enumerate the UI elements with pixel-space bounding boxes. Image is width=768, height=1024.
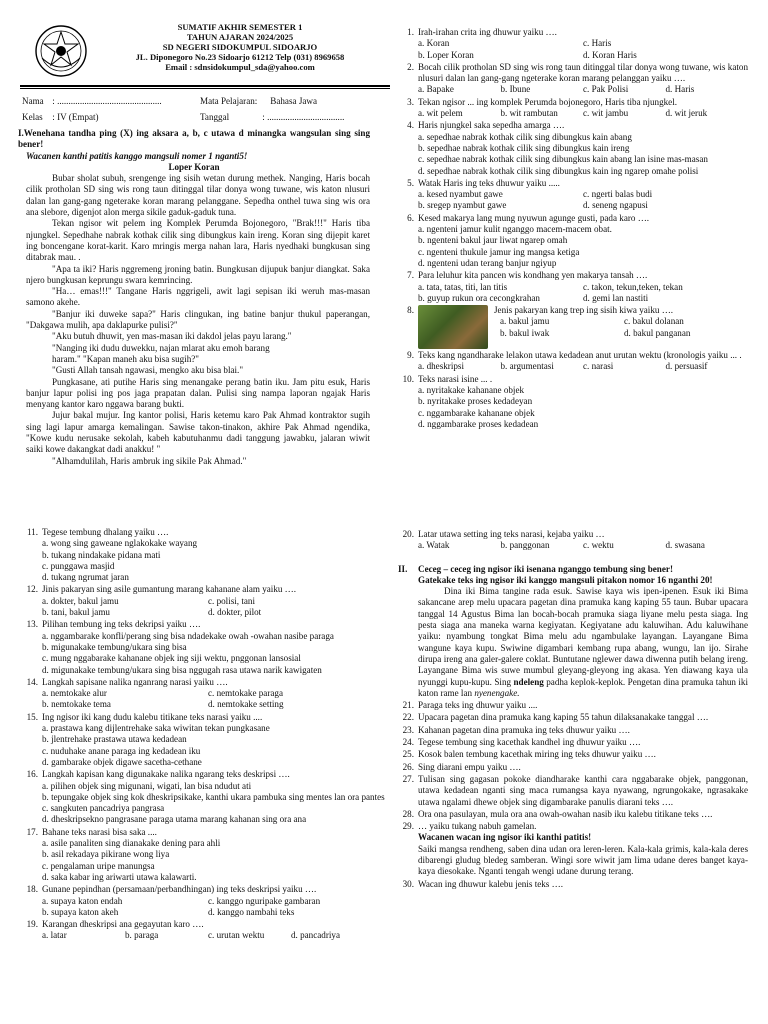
header-line-email: Email : sdnsidokumpul_sda@yahoo.com [165,62,315,72]
question-item [398,821,748,832]
question-item [398,120,748,176]
header-divider-thin [20,88,390,89]
nama-label: Nama [22,96,44,106]
answer-option[interactable]: d. seneng ngapusi [583,200,648,211]
identity-mapel [200,96,317,106]
answer-option[interactable]: a. Koran [418,38,450,49]
answer-option[interactable]: b. Loper Koran [418,49,474,60]
story-paragraph: Jujur bakal mujur. Ing kantor polisi, Haris ketemu karo Pak Ahmad kontraktor sugih sing lagi lapur amarga kemalingan. Sawise takon-tinakon, akhire Pak Ahmad ngendika, "Kowe kudu nerusake sekolah, kabeh kabutuhanmu dadi tanggung jawabku, jalaran wiwit saiki kowe dakangkat dadi anakku! " [26,410,370,455]
question-item [22,712,374,768]
story-paragraph: "Alhamdulilah, Haris ambruk ing sikile Pak Ahmad." [52,455,247,466]
answer-option[interactable]: d. kanggo nambahi teks [208,906,295,917]
passage-bima [398,586,748,699]
mapel-value: Bahasa Jawa [270,96,317,106]
question-item [22,919,374,942]
header-line-address: JL. Diponegoro No.23 Sidoarjo 61212 Telp (031) 8969658 [135,52,345,62]
questions-21-29 [398,700,748,832]
answer-option[interactable]: b. jlentrehake prastawa utawa kedadean [42,734,187,745]
question-text: Bahane teks narasi bisa saka .... [42,826,157,837]
answer-option[interactable]: d. ngenteni udan terang banjur ngiyup [418,257,557,268]
question-text: Gunane pepindhan (persamaan/perbandhingan) ing teks deskripsi yaiku …. [42,884,317,895]
answer-option[interactable]: b. Ibune [500,84,531,95]
answer-option[interactable]: b. wit rambutan [500,108,558,119]
question-text: Tekan ngisor ... ing komplek Perumda bojonegoro, Haris tiba njungkel. [418,96,677,107]
section-1-title: I.Wenehana tandha ping (X) ing aksara a, b, c utawa d minangka wangsulan sing sing bener! [18,128,370,150]
question-item [22,769,385,825]
question-number: 6. [407,212,414,223]
answer-option[interactable]: b. ngenteni bakul jaur liwat ngarep omah [418,235,568,246]
market-seller-photo [418,305,488,349]
answer-option[interactable]: b. guyup rukun ora cecongkrahan [418,292,540,303]
identity-tanggal [200,112,344,122]
question-text: Karangan dheskripsi ana gegayutan karo …. [42,919,204,930]
question-item [398,97,748,120]
question-item [22,827,374,883]
answer-option[interactable]: a. sepedhae nabrak kothak cilik sing dibungkus kain abang [418,131,632,142]
answer-option[interactable]: c. punggawa masjid [42,560,115,571]
answer-option[interactable]: b. sregep nyambut gawe [418,200,507,211]
answer-option[interactable]: a. dokter, bakul jamu [42,595,119,606]
story-paragraph: "Ha… emas!!!" Tangane Haris nggrigeli, awit lagi sepisan iki weruh mas-masan samono akehe. [26,286,370,308]
answer-option[interactable]: c. ngerti balas budi [583,189,653,200]
section-1-instruction: Wacanen kanthi patitis kanggo mangsuli nomer 1 nganti5! [26,150,248,161]
kelas-value: : IV (Empat) [52,112,99,122]
question-number: 11. [26,527,38,537]
answer-option[interactable]: d. saka kabar ing ariwarti utawa kalawarti. [42,871,197,882]
question-number: 8. [407,305,414,316]
answer-option[interactable]: b. supaya katon akeh [42,906,119,917]
question-number: 18. [26,884,38,895]
question-item [398,749,748,760]
question-text: Paraga teks ing dhuwur yaiku .... [418,700,538,711]
question-number: 28. [402,808,414,819]
answer-option[interactable]: c. sangkuten pancadriya pangrasa [42,803,165,814]
answer-option[interactable]: d. pancadriya [291,930,340,941]
question-text: Kesed makarya lang mung nyuwun agunge gusti, pada karo …. [418,212,650,223]
question-30 [398,879,748,890]
answer-option[interactable]: b. tani, bakul jamu [42,607,110,618]
question-number: 14. [26,676,38,687]
question-item [398,213,748,269]
story-paragraph: "Nanging iki dudu duwekku, najan mlarat aku emoh barang [52,342,270,353]
answer-option[interactable]: c. wektu [583,540,614,551]
question-number: 12. [26,584,38,595]
question-item [22,584,374,618]
tanggal-label: Tanggal [200,112,230,122]
question-item [398,700,748,711]
question-item [398,374,748,430]
answer-option[interactable]: a. Bapake [418,84,454,95]
question-item [398,305,748,349]
answer-option[interactable]: d. persuasif [665,361,708,372]
question-number: 2. [407,61,414,72]
question-number: 29. [402,821,414,832]
question-text: Para leluhur kita pancen wis kondhang yen makarya tansah …. [418,270,648,281]
question-text: Watak Haris ing teks dhuwur yaiku ..... [418,177,560,188]
school-header [20,18,390,78]
question-text: Tegese tembung sing kacethak kandhel ing dhuwur yaiku …. [418,737,641,748]
question-item [398,737,748,748]
answer-option[interactable]: b. tukang nindakake pidana mati [42,549,161,560]
answer-option[interactable]: d. migunakake tembung/ukara sing bisa nggugah rasa utawa narik kawigaten [42,664,322,675]
question-number: 20. [402,529,414,539]
header-line-title: SUMATIF AKHIR SEMESTER 1 [177,22,303,32]
answer-option[interactable]: a. supaya katon endah [42,895,123,906]
answer-option[interactable]: b. asil rekadaya pikirane wong liya [42,849,170,860]
questions-11-19 [22,526,385,942]
question-number: 10. [402,373,414,384]
kelas-label: Kelas [22,112,43,122]
answer-option[interactable]: a. nyritakake kahanane objek [418,385,525,396]
story-paragraph: "Apa ta iki? Haris nggremeng jroning batin. Bungkusan dijupuk banjur diangkat. Saka njero bungkusan keprungu swara kemrincing. [26,263,370,285]
school-logo-icon [34,24,88,78]
answer-option[interactable]: d. gemi lan nastiti [583,292,649,303]
question-item [398,774,748,808]
passage-italic-word: nyenengake. [474,687,520,698]
answer-option[interactable]: c. urutan wektu [208,930,265,941]
question-item [398,529,748,552]
answer-option[interactable]: c. Haris [583,38,612,49]
story-title: Loper Koran [168,161,220,172]
reading-2-text: Saiki mangsa rendheng, saben dina udan ora leren-leren. Kala-kala grimis, kala-kala deres dibarengi gludug bledeg samberan. Wingi sore wiwit jam lima udane deres banget kaya-kaya diesokake. Nganti tengah wengi udane durung terang. [418,843,748,877]
question-item [398,350,748,373]
story-paragraph: "Aku butuh dhuwit, yen mas-masan iki dakdol jelas payu larang." [52,331,292,342]
question-text: Langkah sapisane nalika nganrang narasi yaiku …. [42,676,228,687]
question-text: Ing ngisor iki kang dudu kalebu titikane teks narasi yaiku .... [42,711,263,722]
answer-option[interactable]: a. nggambarake konfli/perang sing bisa ndadekake owah -owahan nasibe paraga [42,630,334,641]
section-2-title: Ceceg – ceceg ing ngisor iki isenana nganggo tembung sing bener! [418,563,673,574]
question-text: Tegese tembung dhalang yaiku …. [42,527,169,537]
answer-option[interactable]: b. paraga [125,930,159,941]
question-number: 24. [402,737,414,748]
answer-option[interactable]: a. nemtokake alur [42,688,107,699]
question-number: 21. [402,700,414,711]
answer-option[interactable]: d. bakul panganan [624,327,691,338]
question-item [398,725,748,736]
answer-option[interactable]: b. nyritakake proses kedadeyan [418,396,533,407]
question-20 [398,529,748,552]
story-paragraph: Pungkasane, ati putihe Haris sing menangake perang batin iku. Jam pitu esuk, Haris banjur lapur polisi ing pos jaga prapatan dalan. Pulisi sing nampa laporan ngajak Haris menyang kantor karo nggawa barang bukti. [26,376,370,410]
question-item [398,62,748,96]
question-text: Teks kang ngandharake lelakon utawa kedadean anut urutan wektu (kronologis yaiku ... . [418,350,742,361]
question-number: 27. [402,773,414,784]
question-number: 7. [407,270,414,281]
header-line-year: TAHUN AJARAN 2024/2025 [186,32,294,42]
answer-option[interactable]: d. sepedhae nabrak kothak cilik sing dibungkus kain ing ngarep omahe polisi [418,165,699,176]
mapel-label: Mata Pelajaran: [200,96,258,106]
story-paragraph: Tekan ngisor wit pelem ing Komplek Perumda Bojonegoro, "Brak!!!" Haris tiba njungkel. Sepedhahe nabrak kothak cilik sing dibungkus kain ireng. Koran sing dijepit karet ing boncengane korat-karit. Karo mringis merga nahan lara, Haris nyedhaki bungkusan sing ditabrak mau. . [26,218,370,263]
question-text: Wacan ing dhuwur kalebu jenis teks …. [418,878,563,889]
answer-option[interactable]: c. nuduhake anane paraga ing kedadean iku [42,745,201,756]
story-paragraph: Bubar sholat subuh, srengenge ing sisih wetan durung methek. Nanging, Haris bocah cilik protholan SD sing wis rong taun ditinggal tilar donya wong tuwane, wis katon nlusuri dalan lan gang-gang ngeterake koran marang pelanggane. Sepedha onthel tuwa sing wis ora ana slebore, digenjot alon merga sikile gaduk-gaduk tuna. [26,173,370,218]
question-number: 4. [407,120,414,131]
question-item [398,712,748,723]
answer-option[interactable]: b. bakul iwak [500,327,550,338]
question-number: 3. [407,96,414,107]
question-text: Pilihan tembung ing teks dekripsi yaiku …. [42,619,201,630]
question-text: Jenis pakaryan kang trep ing sisih kiwa yaiku …. [494,305,674,316]
question-text: Jinis pakaryan sing asile gumantung marang kahanane alam yaiku …. [42,584,297,595]
question-text: Langkah kapisan kang digunakake nalika ngarang teks deskripsi …. [42,769,290,780]
answer-option[interactable]: d. nggambarake proses kedadean [418,418,539,429]
answer-option[interactable]: b. argumentasi [500,361,554,372]
nama-field[interactable]: : .............................................. [52,96,162,106]
question-item [22,677,374,711]
answer-option[interactable]: a. wit pelem [418,108,463,119]
header-line-school: SD NEGERI SIDOKUMPUL SIDOARJO [162,42,318,52]
answer-option[interactable]: c. Pak Polisi [583,84,629,95]
question-item [398,27,748,61]
answer-option[interactable]: a. asile panaliten sing dianakake dening para ahli [42,838,221,849]
answer-option[interactable]: d. wit jeruk [665,108,708,119]
question-number: 26. [402,761,414,772]
question-text: Kosok balen tembung kacethak miring ing teks dhuwur yaiku …. [418,749,656,760]
answer-option[interactable]: a. Watak [418,540,450,551]
question-text: Upacara pagetan dina pramuka kang kaping 55 tahun dilaksanakake tanggal …. [418,712,709,723]
answer-option[interactable]: b. migunakake tembung/ukara sing bisa [42,641,187,652]
answer-option[interactable]: c. wit jambu [583,108,629,119]
answer-option[interactable]: c. nemtokake paraga [208,688,283,699]
answer-option[interactable]: a. latar [42,930,67,941]
answer-option[interactable]: a. wong sing gaweane nglakokake wayang [42,538,198,549]
answer-option[interactable]: c. sepedhae nabrak kothak cilik sing dibungkus kain abang lan isine mas-masan [418,154,708,165]
question-number: 9. [407,350,414,361]
answer-option[interactable]: a. prastawa kang dijlentrehake saka wiwitan tekan pungkasane [42,723,270,734]
identity-kelas [22,112,99,122]
question-item [22,619,374,675]
question-number: 15. [26,711,38,722]
question-text: Ora ona pasulayan, mula ora ana owah-owahan nasib iku kalebu titikane teks …. [418,808,713,819]
story-paragraph: haram." "Kapan maneh aku bisa sugih?" [52,353,199,364]
answer-option[interactable]: d. nemtokake setting [208,699,284,710]
answer-option[interactable]: a. kesed nyambut gawe [418,189,503,200]
passage-bold-word: ndeleng [513,676,544,687]
question-number: 5. [407,177,414,188]
section-1 [18,128,370,467]
answer-option[interactable]: b. tepungake objek sing kok dheskripsikake, kanthi ukara pambuka sing mentes lan ora pantes [42,791,385,802]
question-text: Irah-irahan crita ing dhuwur yaiku …. [418,27,557,37]
questions-1-10 [398,26,748,430]
question-text: Kahanan pagetan dina pramuka ing teks dhuwur yaiku …. [418,724,630,735]
answer-option[interactable]: d. swasana [665,540,705,551]
question-number: 16. [26,769,38,780]
question-text: Latar utawa setting ing teks narasi, kejaba yaiku … [418,529,605,539]
answer-option[interactable]: c. nggambarake kahanane objek [418,407,535,418]
answer-option[interactable]: d. gambarake objek digawe sacetha-cethane [42,756,202,767]
answer-option[interactable]: c. kanggo nguripake gambaran [208,895,321,906]
answer-option[interactable]: a. dheskripsi [418,361,464,372]
question-item [398,809,748,820]
question-number: 25. [402,749,414,760]
header-divider [20,85,390,87]
question-text: Tulisan sing gagasan pokoke diandharake kanthi cara nggabarake objek, panggonan, utawa kedadean nganti sing maca rumangsa kaya nyawang, ngrungokake, ngrasakake utawa ngalami dhewe objek sing digambarake panulis diarani teks …. [418,773,748,807]
tanggal-field[interactable]: : .................................. [262,112,345,122]
passage-part-1: Dina iki Bima tangine rada esuk. Sawise kaya wis ipen-ipenen. Esuk iki Bima sakancane arep melu upacara pagetan dina pramuka kang kaping 55 taun. Bubar upacara tanggal 14 Agustus Bima lan bocah-bocah pramuka siaga liyane melu pesta siaga. Ing pesta siaga ana maneka warna kegiyatan. Kegiyatane adu kaluwihan. Adu kaluwihane yaiku: nyambung tongkat Bima melu adu ngambulake layangan. Layangane Bima wangune kaya kupu. Swiwine digambari kembang rupa abang, wungu, lan ijo. Sirahe dirupa ireng ana galer-galere coklat. Buntutane nglewer dawa diwenna putih belang ireng. Layangane Bima wis suwe mumbul gleyang-gleyong ing akasa. Yen diawang kaya ula nyunggi kupu-kupu. Sing [418,586,748,687]
question-number: 13. [26,619,38,630]
section-2-num: II. [398,563,408,574]
question-text: … yaiku tukang nabuh gamelan. [418,821,537,832]
question-text: Sing diarani empu yaiku …. [418,761,521,772]
answer-option[interactable]: c. takon, tekun,teken, tekan [583,281,683,292]
section-2-instruction: Gatekake teks ing ngisor iki kanggo mangsuli pitakon nomor 16 nganthi 20! [418,574,713,585]
question-number: 30. [402,878,414,889]
passage-part-2: padha keplok-keplok. Pengetan dina pramuka tahun iki katon rame lan [418,676,748,698]
answer-option[interactable]: c. mung nggabarake kahanane objek ing siji wektu, pnggonan lansosial [42,653,301,664]
answer-option[interactable]: d. dokter, pilot [208,607,262,618]
answer-option[interactable]: a. ngenteni jamur kulit nganggo macem-macem obat. [418,224,612,235]
section-2-header [398,564,748,587]
answer-option[interactable]: c. bakul dolanan [624,316,684,327]
question-item [22,527,374,583]
identity-nama [22,96,162,106]
answer-option[interactable]: c. polisi, tani [208,595,255,606]
answer-option[interactable]: d. Koran Haris [583,49,637,60]
answer-option[interactable]: c. narasi [583,361,614,372]
answer-option[interactable]: d. dheskripsekno pangrasane paraga utama marang kahanan sing ora ana [42,814,307,825]
question-number: 19. [26,919,38,930]
question-text: Haris njungkel saka sepedha amarga …. [418,120,565,131]
question-text: Bocah cilik protholan SD sing wis rong taun ditinggal tilar donya wong tuwane, wis katon nlusuri dalan lan gang-gang ngeterake koran marang pelanggan yaiku …. [418,61,748,84]
right-bottom-column [398,528,748,890]
answer-option[interactable]: d. Haris [665,84,695,95]
reading-2-title: Wacanen wacan ing ngisor iki kanthi patitis! [418,832,592,843]
answer-option[interactable]: d. tukang ngrumat jaran [42,572,129,583]
answer-option[interactable]: c. pengalaman uripe manungsa [42,860,155,871]
answer-option[interactable]: b. nemtokake tema [42,699,111,710]
question-number: 23. [402,724,414,735]
question-number: 1. [407,27,414,37]
header-text [90,22,390,72]
answer-option[interactable]: b. sepedhae nabrak kothak cilik sing dibungkus kain ireng [418,142,630,153]
question-item [398,178,748,212]
story-paragraph: "Gusti Allah tansah ngawasi, mengko aku bisa blai." [52,365,244,376]
question-number: 17. [26,826,38,837]
story-paragraph: "Banjur iki duweke sapa?" Haris clingukan, ing batine banjur thukul paperangan, "Dakgawa mulih, apa daklapurke pulisi?" [26,308,370,331]
answer-option[interactable]: a. pilihen objek sing migunani, wigati, lan bisa ndudut ati [42,780,252,791]
answer-option[interactable]: b. panggonan [500,540,550,551]
question-item [22,884,374,918]
answer-option[interactable]: c. ngenteni thukule jamur ing mangsa ketiga [418,246,580,257]
story-body [18,173,370,467]
answer-option[interactable]: a. tata, tatas, titi, lan titis [418,281,508,292]
question-text: Teks narasi isine ... . [418,373,493,384]
question-item [398,762,748,773]
answer-option[interactable]: a. bakul jamu [500,316,550,327]
question-item [398,270,748,304]
question-number: 22. [402,712,414,723]
